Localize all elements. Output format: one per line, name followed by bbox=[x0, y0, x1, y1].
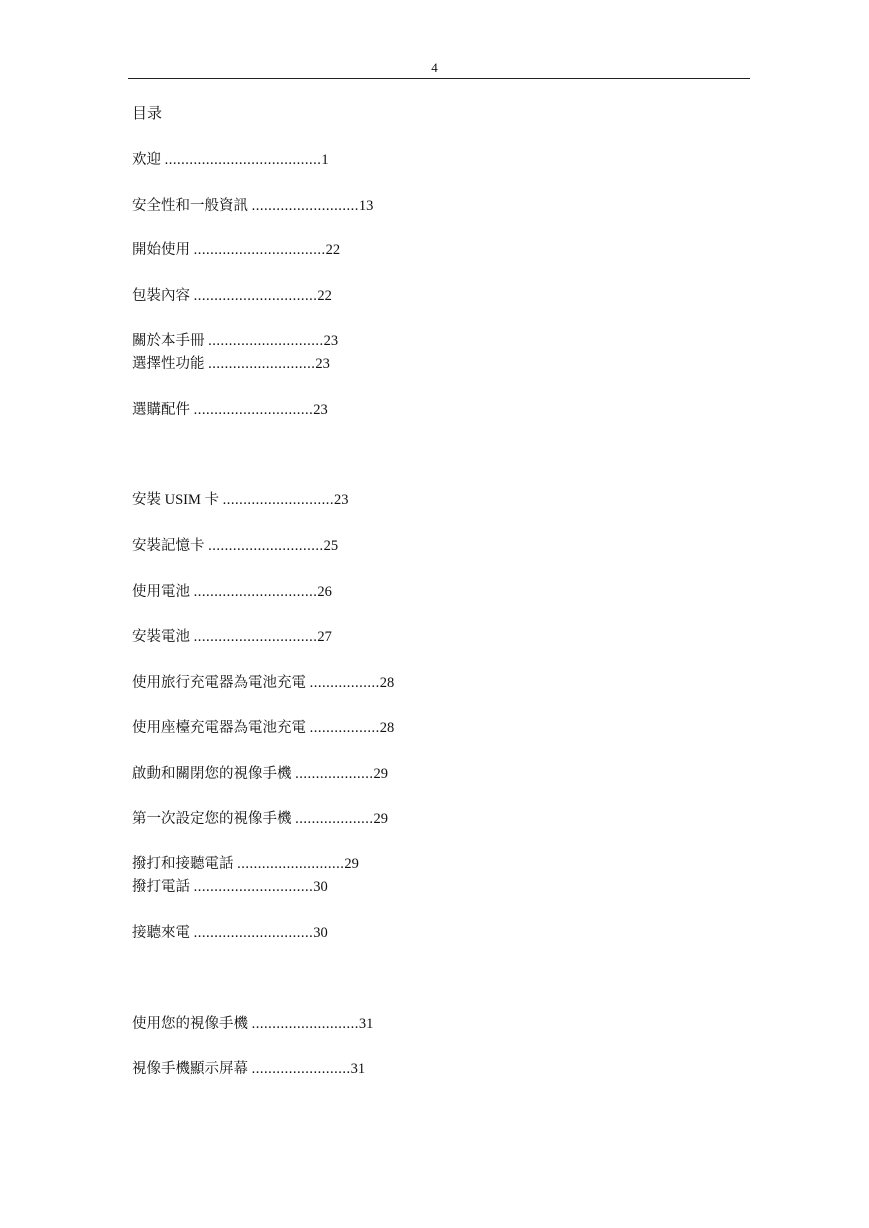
toc-entry-page: 29 bbox=[373, 811, 388, 827]
toc-entry-label: 接聽來電 bbox=[132, 925, 190, 941]
toc-entry-leader: .......................... bbox=[251, 1016, 359, 1032]
toc-entry-page: 22 bbox=[317, 288, 332, 304]
toc-entry-leader: ............................ bbox=[208, 538, 324, 554]
toc-entry-page: 23 bbox=[315, 356, 330, 372]
toc-entry-install-memory-card[interactable] bbox=[132, 536, 338, 556]
toc-entry-label: 第一次設定您的視像手機 bbox=[132, 811, 292, 827]
toc-entry-leader: ................................ bbox=[193, 242, 326, 258]
toc-entry-leader: ........................ bbox=[251, 1061, 351, 1077]
toc-entry-page: 30 bbox=[313, 925, 328, 941]
toc-entry-label: 使用座檯充電器為電池充電 bbox=[132, 720, 306, 736]
toc-entry-label: 撥打電話 bbox=[132, 879, 190, 895]
toc-entry-box-contents[interactable] bbox=[132, 286, 332, 306]
toc-entry-label: 視像手機顯示屏幕 bbox=[132, 1061, 248, 1077]
toc-entry-install-battery[interactable] bbox=[132, 627, 332, 647]
toc-entry-label: 啟動和關閉您的視像手機 bbox=[132, 766, 292, 782]
toc-entry-page: 13 bbox=[358, 198, 374, 214]
toc-entry-make-answer-calls[interactable] bbox=[132, 854, 359, 874]
toc-entry-leader: ...................................... bbox=[164, 152, 322, 168]
toc-entry-leader: .......................... bbox=[237, 856, 345, 872]
toc-entry-page: 28 bbox=[379, 720, 395, 736]
page-number: 4 bbox=[431, 60, 438, 75]
toc-title: 目录 bbox=[132, 106, 163, 122]
toc-entry-label: 安裝記憶卡 bbox=[132, 538, 205, 554]
toc-entry-page: 31 bbox=[358, 1016, 374, 1032]
toc-entry-leader: ................... bbox=[295, 766, 374, 782]
toc-entry-use-phone[interactable] bbox=[132, 1014, 373, 1034]
toc-entry-leader: ........................... bbox=[222, 492, 335, 508]
toc-entry-label: 安裝 USIM 卡 bbox=[132, 492, 220, 508]
toc-entry-about-manual[interactable] bbox=[132, 331, 338, 351]
toc-entry-page: 26 bbox=[317, 584, 332, 600]
toc-entry-label: 安裝電池 bbox=[132, 629, 190, 645]
toc-entry-label: 包裝內容 bbox=[132, 288, 190, 304]
toc-entry-make-call[interactable] bbox=[132, 877, 328, 897]
toc-entry-display-screen[interactable] bbox=[132, 1059, 365, 1079]
toc-entry-label: 使用您的視像手機 bbox=[132, 1016, 248, 1032]
toc-entry-leader: ................... bbox=[295, 811, 374, 827]
toc-entry-label: 選擇性功能 bbox=[132, 356, 205, 372]
toc-entry-leader: .......................... bbox=[208, 356, 316, 372]
toc-entry-use-battery[interactable] bbox=[132, 582, 332, 602]
toc-entry-power-on-off[interactable] bbox=[132, 764, 388, 784]
toc-entry-page: 22 bbox=[325, 242, 341, 258]
toc-entry-label: 撥打和接聽電話 bbox=[132, 856, 234, 872]
toc-entry-answer-call[interactable] bbox=[132, 923, 328, 943]
toc-entry-leader: ............................. bbox=[193, 925, 314, 941]
toc-entry-leader: .......................... bbox=[251, 198, 359, 214]
toc-entry-page: 31 bbox=[350, 1061, 366, 1077]
toc-entry-page: 23 bbox=[334, 492, 349, 508]
toc-entry-label: 開始使用 bbox=[132, 242, 190, 258]
toc-entry-leader: ............................. bbox=[193, 879, 314, 895]
toc-entry-first-setup[interactable] bbox=[132, 809, 388, 829]
toc-entry-optional-features[interactable] bbox=[132, 354, 330, 374]
toc-entry-page: 27 bbox=[317, 629, 332, 645]
toc-entry-label: 關於本手冊 bbox=[132, 333, 205, 349]
toc-entry-leader: ................. bbox=[309, 720, 380, 736]
toc-entry-accessories[interactable] bbox=[132, 400, 328, 420]
toc-entry-desk-charger[interactable] bbox=[132, 718, 394, 738]
toc-entry-label: 使用旅行充電器為電池充電 bbox=[132, 675, 306, 691]
toc-entry-leader: .............................. bbox=[193, 629, 318, 645]
toc-entry-page: 30 bbox=[313, 879, 328, 895]
toc-entry-page: 23 bbox=[323, 333, 339, 349]
toc-entry-leader: ............................. bbox=[193, 402, 314, 418]
toc-entry-page: 29 bbox=[373, 766, 388, 782]
toc-entry-travel-charger[interactable] bbox=[132, 673, 394, 693]
toc-entry-leader: ................. bbox=[309, 675, 380, 691]
toc-entry-page: 1 bbox=[321, 152, 329, 168]
toc-entry-leader: ............................ bbox=[208, 333, 324, 349]
toc-entry-leader: .............................. bbox=[193, 584, 318, 600]
toc-entry-label: 選購配件 bbox=[132, 402, 190, 418]
toc-entry-getting-started[interactable] bbox=[132, 240, 340, 260]
toc-entry-label: 使用電池 bbox=[132, 584, 190, 600]
toc-entry-install-usim[interactable] bbox=[132, 490, 349, 510]
toc-entry-page: 28 bbox=[379, 675, 395, 691]
toc-entry-safety[interactable] bbox=[132, 196, 373, 216]
toc-entry-leader: .............................. bbox=[193, 288, 318, 304]
header-rule bbox=[128, 78, 750, 79]
toc-entry-label: 欢迎 bbox=[132, 152, 161, 168]
toc-entry-page: 23 bbox=[313, 402, 328, 418]
toc-entry-welcome[interactable] bbox=[132, 150, 329, 170]
toc-entry-page: 25 bbox=[323, 538, 339, 554]
toc-entry-label: 安全性和一般資訊 bbox=[132, 198, 248, 214]
toc-entry-page: 29 bbox=[344, 856, 359, 872]
